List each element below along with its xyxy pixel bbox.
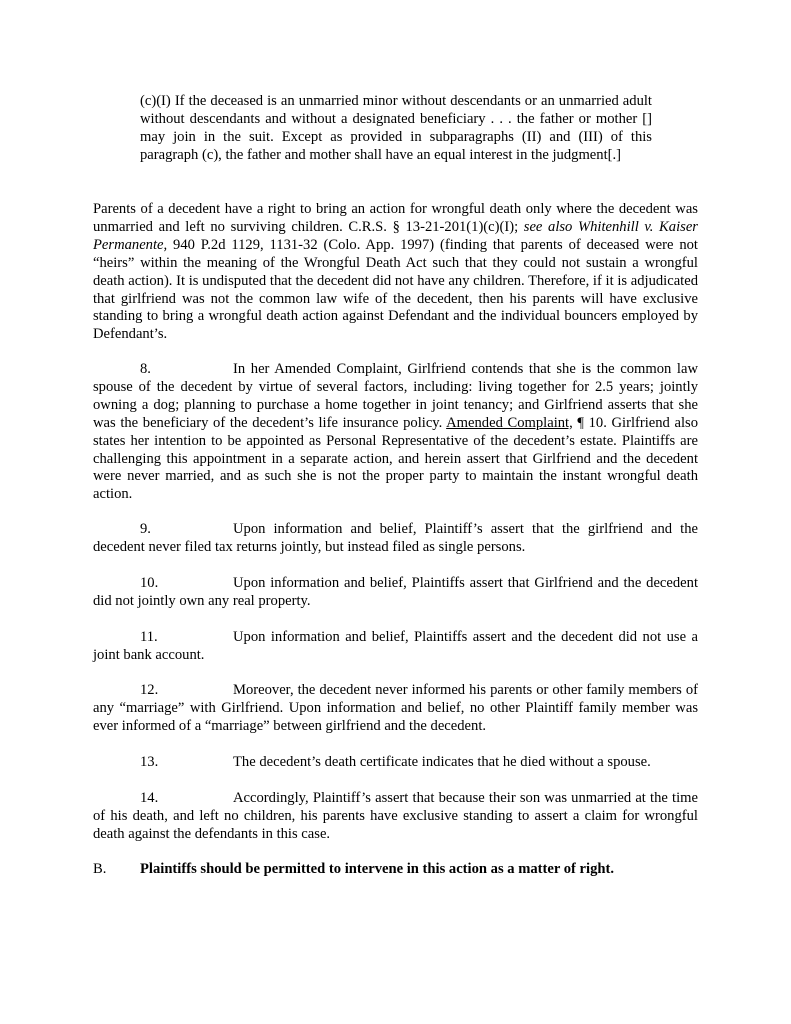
paragraph-14 xyxy=(93,790,698,844)
amended-complaint-cite: Amended Complaint, xyxy=(446,414,573,431)
parents-text-1: Parents of a decedent have a right to bring an action for wrongful death only where the decedent was unmarried and left no surviving children. C.R.S. § 13-21-201(1)(c)(I); xyxy=(93,201,698,235)
paragraph-number: 9. xyxy=(140,521,151,537)
paragraph-number: 8. xyxy=(140,361,151,377)
paragraph-13 xyxy=(93,754,698,772)
paragraph-number: 14. xyxy=(140,790,159,806)
paragraph-12 xyxy=(93,682,698,736)
paragraph-13-text: The decedent’s death certificate indicates that he died without a spouse. xyxy=(233,754,651,770)
section-title: Plaintiffs should be permitted to intervene in this action as a matter of right. xyxy=(140,861,614,877)
paragraph-9-text: Upon information and belief, Plaintiff’s assert that the girlfriend and the decedent never filed tax returns jointly, but instead filed as single persons. xyxy=(93,521,698,555)
paragraph-number: 11. xyxy=(140,629,158,645)
paragraph-number: 13. xyxy=(140,754,159,770)
parents-text-2: 940 P.2d 1129, 1131-32 (Colo. App. 1997) (finding that parents of deceased were not “heirs” within the meaning of the Wrongful Death Act such that they could not sustain a wrongful death action). It is undisputed that the decedent did not have any children. Therefore, if it is adjudicated that girlfriend was not the common law wife of the decedent, then his parents will have exclusive standing to bring a wrongful death action against Defendant and the individual bouncers employed by Defendant’s. xyxy=(93,236,698,343)
section-letter: B. xyxy=(93,861,107,877)
section-heading-b xyxy=(93,860,698,878)
paragraph-11-text: Upon information and belief, Plaintiffs assert and the decedent did not use a joint bank account. xyxy=(93,629,698,663)
paragraph-8 xyxy=(93,361,698,504)
paragraph-10 xyxy=(93,575,698,611)
paragraph-8-text-1: In her Amended Complaint, Girlfriend contends that she is the common law spouse of the decedent by virtue of several factors, including: living together for 2.5 years; jointly owning a dog; planning to purchase a home together in joint tenancy; and Girlfriend asserts that she was the beneficiary of the decedent’s life insurance policy. xyxy=(93,361,698,431)
paragraph-11 xyxy=(93,629,698,665)
case-citation: see also Whitenhill v. Kaiser Permanente, xyxy=(93,218,698,253)
paragraph-number: 10. xyxy=(140,575,159,591)
paragraph-8-text-2: ¶ 10. Girlfriend also states her intention to be appointed as Personal Representative of the decedent’s estate. Plaintiffs are challenging this appointment in a separate action, and herein assert that Girlfriend and the decedent were never married, and as such she is not the proper party to maintain the instant wrongful death action. xyxy=(93,414,698,503)
paragraph-parents-standing xyxy=(93,201,698,344)
paragraph-14-text: Accordingly, Plaintiff’s assert that because their son was unmarried at the time of his death, and left no children, his parents have exclusive standing to assert a claim for wrongful death against the defendants in this case. xyxy=(93,790,698,842)
paragraph-10-text: Upon information and belief, Plaintiffs assert that Girlfriend and the decedent did not jointly own any real property. xyxy=(93,575,698,609)
paragraph-number: 12. xyxy=(140,682,159,698)
statute-quote xyxy=(140,93,652,165)
paragraph-9 xyxy=(93,521,698,557)
statute-quote-text: (c)(I) If the deceased is an unmarried minor without descendants or an unmarried adult without descendants and without a designated beneficiary . . . the father or mother [] may join in the suit. Except as provided in subparagraphs (II) and (III) of this paragraph (c), the father and mother shall have an equal interest in the judgment[.] xyxy=(140,93,652,163)
paragraph-12-text: Moreover, the decedent never informed his parents or other family members of any “marriage” with Girlfriend. Upon information and belief, no other Plaintiff family member was ever informed of a “marriage” between girlfriend and the decedent. xyxy=(93,682,698,734)
